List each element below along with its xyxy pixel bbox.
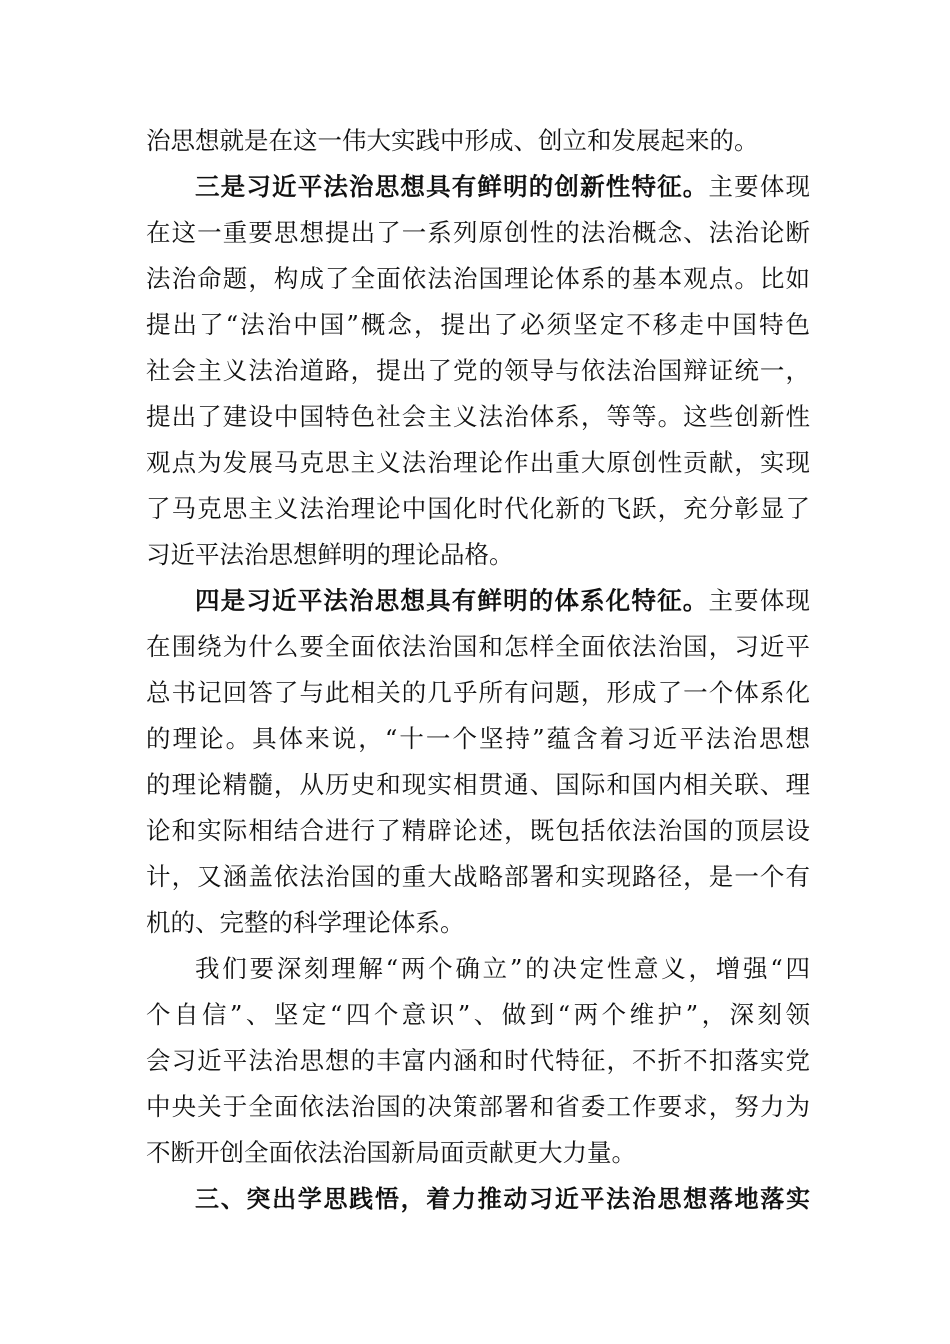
paragraph-line: 的理论。具体来说，“十一个坚持”蕴含着习近平法治思想	[146, 724, 810, 753]
paragraph-line: 论和实际相结合进行了精辟论述，既包括依法治国的顶层设	[146, 816, 810, 845]
paragraph-line: 习近平法治思想鲜明的理论品格。	[146, 540, 514, 569]
paragraph-line: 三是习近平法治思想具有鲜明的创新性特征。主要体现	[195, 172, 811, 201]
paragraph-line: 总书记回答了与此相关的几乎所有问题，形成了一个体系化	[146, 678, 810, 707]
paragraph-line: 在这一重要思想提出了一系列原创性的法治概念、法治论断	[146, 218, 810, 247]
paragraph-line: 我们要深刻理解“两个确立”的决定性意义，增强“四	[195, 954, 810, 983]
paragraph-line: 中央关于全面依法治国的决策部署和省委工作要求，努力为	[146, 1092, 810, 1121]
paragraph-line: 在围绕为什么要全面依法治国和怎样全面依法治国，习近平	[146, 632, 810, 661]
paragraph-line: 机的、完整的科学理论体系。	[146, 908, 465, 937]
paragraph-line: 治思想就是在这一伟大实践中形成、创立和发展起来的。	[146, 126, 759, 155]
paragraph-line: 四是习近平法治思想具有鲜明的体系化特征。主要体现	[195, 586, 811, 615]
paragraph-line: 社会主义法治道路，提出了党的领导与依法治国辩证统一，	[146, 356, 810, 385]
paragraph-line: 会习近平法治思想的丰富内涵和时代特征，不折不扣落实党	[146, 1046, 810, 1075]
paragraph-line: 提出了建设中国特色社会主义法治体系，等等。这些创新性	[146, 402, 810, 431]
paragraph-line: 个自信”、坚定“四个意识”、做到“两个维护”，深刻领	[146, 1000, 810, 1029]
paragraph-line: 计，又涵盖依法治国的重大战略部署和实现路径，是一个有	[146, 862, 810, 891]
bold-lead-sentence: 四是习近平法治思想具有鲜明的体系化特征。	[195, 586, 709, 615]
paragraph-line: 观点为发展马克思主义法治理论作出重大原创性贡献，实现	[146, 448, 810, 477]
paragraph-line: 的理论精髓，从历史和现实相贯通、国际和国内相关联、理	[146, 770, 810, 799]
paragraph-line: 不断开创全面依法治国新局面贡献更大力量。	[146, 1138, 636, 1167]
paragraph-line: 提出了“法治中国”概念，提出了必须坚定不移走中国特色	[146, 310, 810, 339]
paragraph-line: 法治命题，构成了全面依法治国理论体系的基本观点。比如	[146, 264, 810, 293]
paragraph-line: 了马克思主义法治理论中国化时代化新的飞跃，充分彰显了	[146, 494, 810, 523]
section-heading: 三、突出学思践悟，着力推动习近平法治思想落地落实	[195, 1185, 810, 1213]
bold-lead-sentence: 三是习近平法治思想具有鲜明的创新性特征。	[195, 172, 709, 201]
